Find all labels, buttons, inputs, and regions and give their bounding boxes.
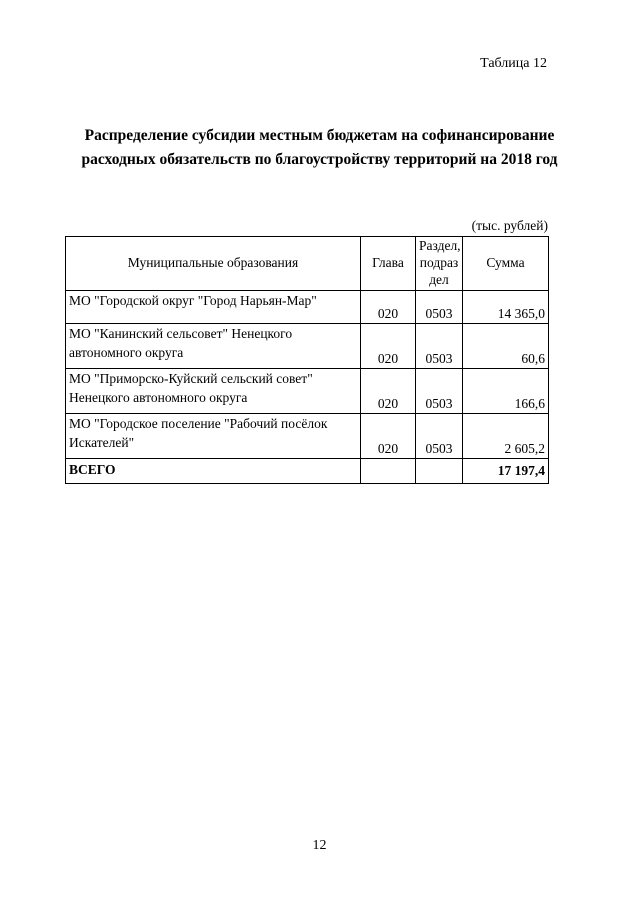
summa-value: 14 365,0 — [463, 290, 549, 323]
document-title — [30, 124, 609, 172]
municipality-name: МО "Городской округ "Город Нарьян-Мар" — [66, 290, 361, 323]
razdel-value: 0503 — [416, 323, 463, 368]
summa-value: 60,6 — [463, 323, 549, 368]
document-title-line-1: Распределение субсидии местным бюджетам на софинансирование — [84, 127, 555, 144]
header-municipalities: Муниципальные образования — [66, 237, 361, 291]
summa-value: 2 605,2 — [463, 413, 549, 458]
razdel-value: 0503 — [416, 413, 463, 458]
municipality-name: МО "Приморско-Куйский сельский совет" Ненецкого автономного округа — [66, 368, 361, 413]
table-row — [66, 323, 549, 368]
total-label: ВСЕГО — [66, 458, 361, 483]
municipality-name: МО "Городское поселение "Рабочий посёлок Искателей" — [66, 413, 361, 458]
table-row — [66, 413, 549, 458]
municipality-name: МО "Канинский сельсовет" Ненецкого автономного округа — [66, 323, 361, 368]
header-summa: Сумма — [463, 237, 549, 291]
razdel-value — [416, 458, 463, 483]
table-caption-label: Таблица 12 — [480, 56, 547, 71]
glava-value — [361, 458, 416, 483]
glava-value: 020 — [361, 368, 416, 413]
razdel-value: 0503 — [416, 368, 463, 413]
total-summa-value: 17 197,4 — [463, 458, 549, 483]
page-number: 12 — [312, 838, 327, 853]
units-note: (тыс. рублей) — [471, 218, 548, 233]
header-razdel: Раздел, подраз дел — [416, 237, 463, 291]
summa-value: 166,6 — [463, 368, 549, 413]
glava-value: 020 — [361, 323, 416, 368]
subsidy-table — [65, 236, 549, 484]
table-row — [66, 290, 549, 323]
table-header-row — [66, 237, 549, 291]
razdel-value: 0503 — [416, 290, 463, 323]
document-title-line-2: расходных обязательств по благоустройству территорий на 2018 год — [81, 151, 558, 169]
header-glava: Глава — [361, 237, 416, 291]
glava-value: 020 — [361, 290, 416, 323]
table-row — [66, 368, 549, 413]
glava-value: 020 — [361, 413, 416, 458]
table-total-row — [66, 458, 549, 483]
